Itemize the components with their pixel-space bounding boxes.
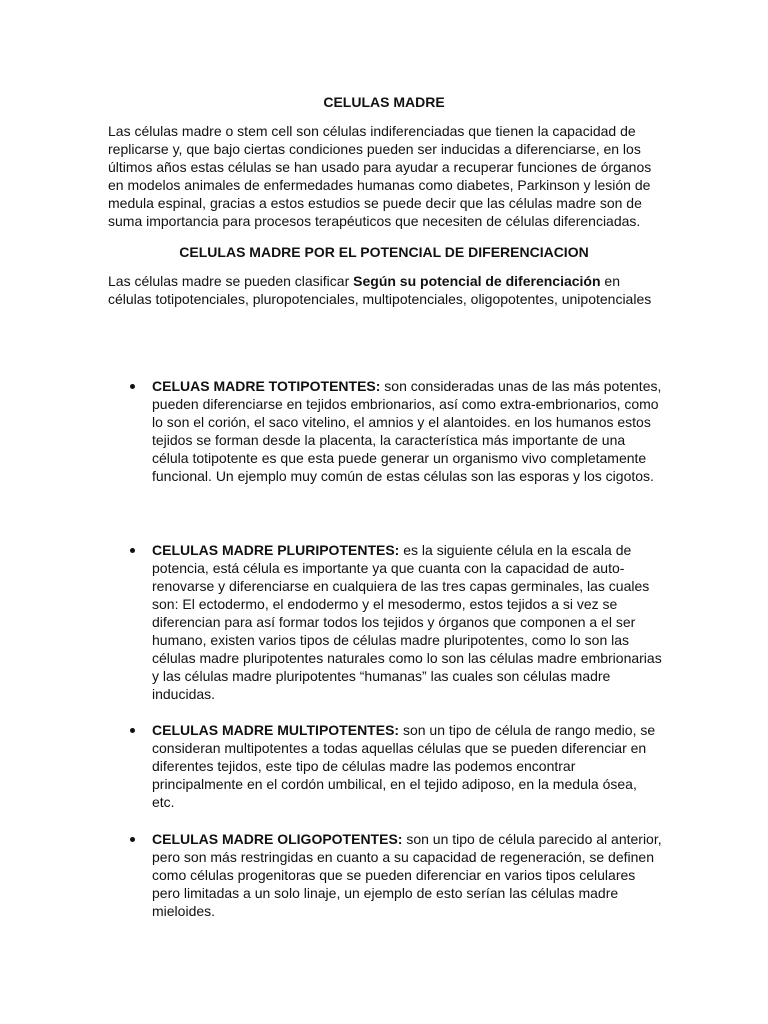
list-item-totipotent xyxy=(152,377,662,485)
stem-cell-types-list-3 xyxy=(152,721,662,811)
classification-lead-text: Las células madre se pueden clasificar xyxy=(108,273,354,289)
list-item-text: son consideradas unas de las más potentes, pueden diferenciarse en tejidos embrionarios, así como extra-embrionarios, como lo son el corión, el saco vitelino, el amnios y el alantoides. en los humanos estos tejidos se forman desde la placenta, la característica más importante de una célula totipotente es que esta puede generar un organismo vivo completamente funcional. Un ejemplo muy común de estas células son las esporas y los cigotos. xyxy=(152,378,662,484)
bullet-icon xyxy=(130,837,135,842)
document-page xyxy=(108,93,660,308)
list-item-term: CELULAS MADRE PLURIPOTENTES: xyxy=(152,542,400,558)
list-item-term: CELUAS MADRE TOTIPOTENTES: xyxy=(152,378,381,394)
bullet-icon xyxy=(130,728,135,733)
list-item-oligopotent xyxy=(152,830,662,920)
list-item-multipotent xyxy=(152,721,662,811)
section-heading: CELULAS MADRE POR EL POTENCIAL DE DIFERENCIACION xyxy=(179,244,589,260)
bullet-icon xyxy=(130,548,135,553)
bullet-icon xyxy=(130,384,135,389)
intro-paragraph: Las células madre o stem cell son células indiferenciadas que tienen la capacidad de replicarse y, que bajo ciertas condiciones pueden ser inducidas a diferenciarse, en los últimos años estas células se han usado para ayudar a recuperar funciones de órganos en modelos animales de enfermedades humanas como diabetes, Parkinson y lesión de medula espinal, gracias a estos estudios se puede decir que las células madre son de suma importancia para procesos terapéuticos que necesiten de células diferenciadas. xyxy=(108,123,652,229)
document-title: CELULAS MADRE xyxy=(323,94,445,110)
classification-bold-text: Según su potencial de diferenciación xyxy=(353,273,601,289)
classification-tail-text: en células totipotenciales, pluropotenciales, multipotenciales, oligopotentes, unipotenciales xyxy=(108,273,652,307)
list-item-term: CELULAS MADRE MULTIPOTENTES: xyxy=(152,722,400,738)
list-item-pluripotent xyxy=(152,541,662,703)
list-item-text: son un tipo de célula parecido al anterior, pero son más restringidas en cuanto a su capacidad de regeneración, se definen como células progenitoras que se pueden diferenciar en varios tipos celulares pero limitadas a un solo linaje, un ejemplo de esto serían las células madre mieloides. xyxy=(152,831,662,919)
stem-cell-types-list-2 xyxy=(152,541,662,703)
list-item-text: es la siguiente célula en la escala de potencia, está célula es importante ya que cuanta con la capacidad de auto-renovarse y diferenciarse en cualquiera de las tres capas germinales, las cuales son: El ectodermo, el endodermo y el mesodermo, estos tejidos a si vez se diferencian para así formar todos los tejidos y órganos que componen a el ser humano, existen varios tipos de células madre pluripotentes, como lo son las células madre pluripotentes naturales como lo son las células madre embrionarias y las células madre pluripotentes “humanas” las cuales son células madre inducidas. xyxy=(152,542,662,702)
stem-cell-types-list xyxy=(152,377,662,485)
list-item-text: son un tipo de célula de rango medio, se consideran multipotentes a todas aquellas células que se pueden diferenciar en diferentes tejidos, este tipo de células madre las podemos encontrar principalmente en el cordón umbilical, en el tejido adiposo, en la medula ósea, etc. xyxy=(152,722,656,810)
list-item-term: CELULAS MADRE OLIGOPOTENTES: xyxy=(152,831,403,847)
stem-cell-types-list-4 xyxy=(152,830,662,920)
classification-paragraph xyxy=(108,272,660,308)
